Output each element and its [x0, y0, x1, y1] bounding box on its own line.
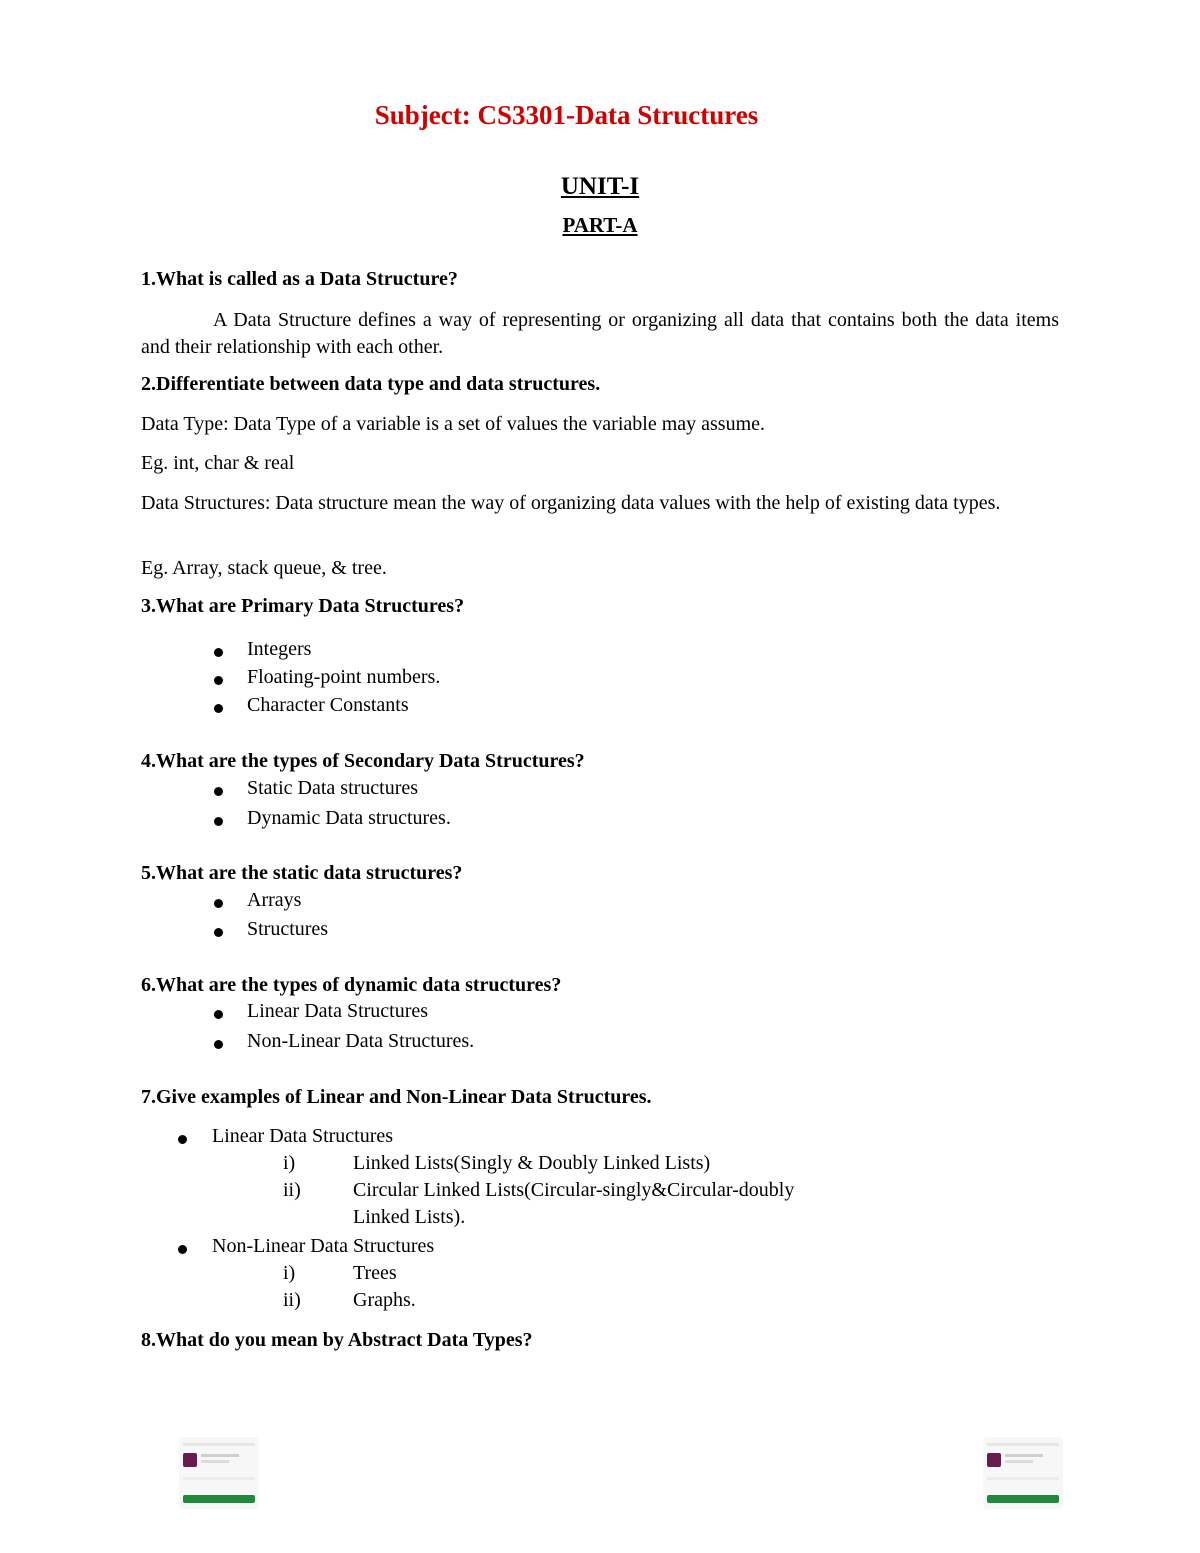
unit-heading: UNIT-I [560, 173, 640, 200]
nonlinear-label: Non-Linear Data Structures [212, 1235, 435, 1257]
data-structures-example: Eg. Array, stack queue, & tree. [141, 557, 387, 579]
question-5: 5.What are the static data structures? [141, 862, 463, 884]
sub-item: Circular Linked Lists(Circular-singly&Circular-doubly [353, 1179, 795, 1201]
list-item: Static Data structures [247, 777, 419, 799]
part-heading: PART-A [562, 213, 638, 237]
roman-number: ii) [283, 1179, 301, 1201]
sub-item: Linked Lists(Singly & Doubly Linked Lists) [353, 1152, 711, 1174]
bullet-dot [214, 899, 223, 908]
data-type-example: Eg. int, char & real [141, 452, 295, 474]
question-1: 1.What is called as a Data Structure? [141, 268, 458, 290]
question-3: 3.What are Primary Data Structures? [141, 595, 465, 617]
question-2: 2.Differentiate between data type and data structures. [141, 373, 601, 395]
question-8: 8.What do you mean by Abstract Data Types? [141, 1329, 533, 1351]
sub-item: Trees [353, 1262, 397, 1284]
list-item: Floating-point numbers. [247, 666, 441, 688]
bullet-dot [214, 648, 223, 657]
bullet-dot [214, 1040, 223, 1049]
bullet-dot [214, 1010, 223, 1019]
roman-number: i) [283, 1152, 296, 1174]
subject-title: Subject: CS3301-Data Structures [374, 100, 759, 130]
list-item: Non-Linear Data Structures. [247, 1030, 475, 1052]
list-item: Integers [247, 638, 312, 660]
bullet-dot [178, 1135, 187, 1144]
data-type-definition: Data Type: Data Type of a variable is a set of values the variable may assume. [141, 413, 766, 435]
sub-item: Graphs. [353, 1289, 416, 1311]
bullet-dot [214, 817, 223, 826]
bullet-dot [214, 676, 223, 685]
answer-1: A Data Structure defines a way of representing or organizing all data that contains both the data items and their relationship with each other. [141, 309, 1059, 358]
app-thumbnail-image [983, 1437, 1063, 1509]
roman-number: i) [283, 1262, 296, 1284]
question-7: 7.Give examples of Linear and Non-Linear Data Structures. [141, 1086, 652, 1108]
sub-item-continued: Linked Lists). [353, 1206, 466, 1228]
app-thumbnail-image [179, 1437, 259, 1509]
list-item: Arrays [247, 889, 302, 911]
list-item: Structures [247, 918, 329, 940]
bullet-dot [214, 704, 223, 713]
list-item: Character Constants [247, 694, 409, 716]
question-4: 4.What are the types of Secondary Data Structures? [141, 750, 585, 772]
bullet-dot [214, 787, 223, 796]
linear-label: Linear Data Structures [212, 1125, 394, 1147]
data-structures-definition: Data Structures: Data structure mean the way of organizing data values with the help of existing data types. [141, 492, 1001, 514]
list-item: Linear Data Structures [247, 1000, 429, 1022]
question-6: 6.What are the types of dynamic data structures? [141, 974, 562, 996]
list-item: Dynamic Data structures. [247, 807, 451, 829]
roman-number: ii) [283, 1289, 301, 1311]
bullet-dot [178, 1245, 187, 1254]
bullet-dot [214, 928, 223, 937]
